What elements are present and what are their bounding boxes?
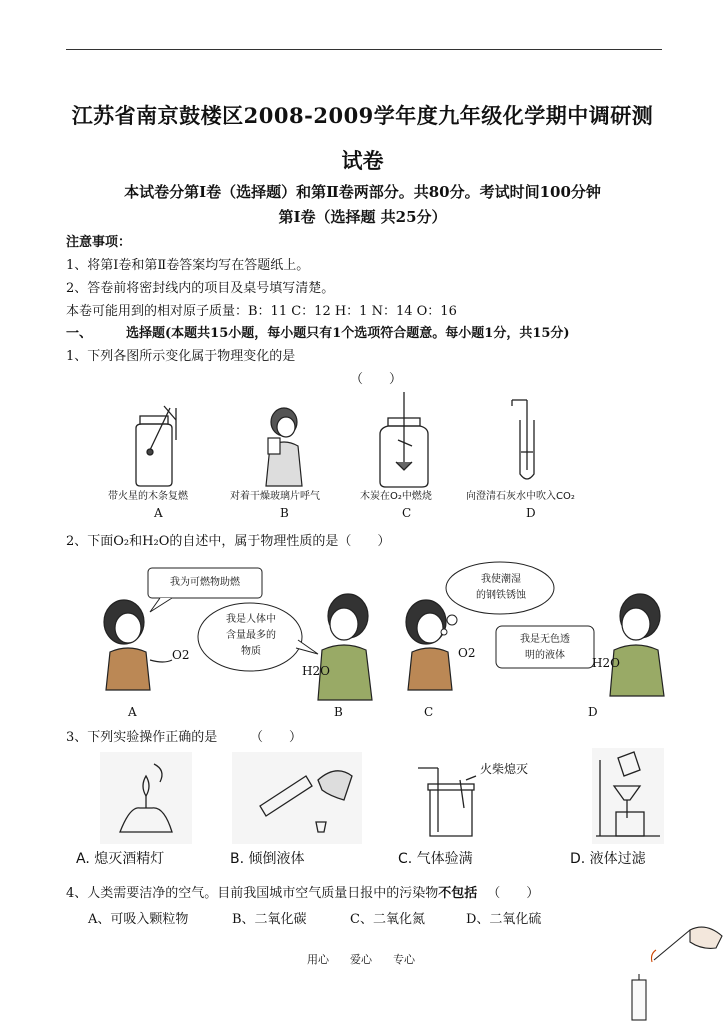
q2-formula-o2-c: O2 <box>458 646 476 660</box>
note-item-2: 2、答卷前将密封线内的项目及桌号填写清楚。 <box>66 281 335 296</box>
q2-bubble-d-line2: 明的液体 <box>525 650 565 661</box>
q2-boy-b-figure <box>318 594 372 700</box>
q3-flame-label: 火柴熄灭 <box>480 762 529 776</box>
q1-caption-c: 木炭在O₂中燃烧 <box>360 491 432 502</box>
q2-bubble-a-tail <box>150 598 172 612</box>
q1-letter-a: A <box>154 506 163 520</box>
atomic-masses: 本卷可能用到的相对原子质量：B：11 C：12 H：1 N：14 O：16 <box>66 304 457 319</box>
q2-boy-d-figure <box>610 594 664 696</box>
q2-letter-a: A <box>128 705 137 719</box>
q1-jar-splint-figure <box>136 406 176 486</box>
notes-heading: 注意事项： <box>66 235 132 250</box>
q4-stem <box>66 882 539 901</box>
note-item-1: 1、将第Ⅰ卷和第Ⅱ卷答案均写在答题纸上。 <box>66 258 310 273</box>
page-title: 江苏省南京鼓楼区2008-2009学年度九年级化学期中调研测 <box>71 103 654 128</box>
section-title: 选择题(本题共15小题，每小题只有1个选项符合题意。每小题1分，共15分) <box>126 326 570 341</box>
q2-girl-a-figure <box>104 600 172 690</box>
q4-option-b: B、二氧化碳 <box>232 912 307 927</box>
q1-caption-b: 对着干燥玻璃片呼气 <box>230 491 320 502</box>
q2-bubble-d-line1: 我是无色透 <box>520 634 570 645</box>
q3-option-b: B. 倾倒液体 <box>230 851 305 867</box>
footer-item-1: 用心 <box>307 953 329 966</box>
q2-letter-d: D <box>588 705 598 719</box>
q2-formula-h2o-b: H2O <box>302 664 330 678</box>
q2-bubble-c-line1: 我使潮湿 <box>481 574 521 585</box>
q2-stem: 2、下面O₂和H₂O的自述中，属于物理性质的是（ ） <box>66 534 391 549</box>
q1-letter-d: D <box>526 506 536 520</box>
q1-carbon-burning-figure <box>380 392 428 487</box>
q1-answer-blank: （ ） <box>350 372 403 387</box>
q1-letter-c: C <box>402 506 412 520</box>
q3-pouring-liquid-figure <box>232 752 362 844</box>
q2-bubble-b-line3: 物质 <box>241 646 261 657</box>
q3-filtration-figure <box>592 748 664 844</box>
q2-bubble-c-line2: 的钢铁锈蚀 <box>476 590 526 601</box>
footer-item-2: 爱心 <box>350 953 372 966</box>
q2-bubble-b-line2: 含量最多的 <box>226 630 276 641</box>
page-title-continued: 试卷 <box>341 148 384 173</box>
q3-alcohol-lamp-figure <box>100 752 192 844</box>
q2-bubble-b-line1: 我是人体中 <box>226 614 276 625</box>
q4-option-c: C、二氧化氮 <box>350 912 425 927</box>
footer-item-3: 专心 <box>393 953 415 966</box>
q2-girl-c-figure <box>406 600 452 690</box>
q4-answer-blank: （ ） <box>487 886 540 901</box>
q1-limewater-figure <box>512 400 534 479</box>
q3-stem: 3、下列实验操作正确的是 <box>66 730 218 745</box>
q3-gas-test-figure <box>418 768 476 836</box>
q2-bubble-a-text: 我为可燃物助燃 <box>170 577 240 588</box>
section-number: 一、 <box>66 326 93 341</box>
candle-match-figure <box>632 927 722 1020</box>
q3-answer-blank: （ ） <box>250 730 303 745</box>
q2-formula-o2-a: O2 <box>172 648 190 662</box>
q4-option-a: A、可吸入颗粒物 <box>88 912 189 927</box>
exam-intro: 本试卷分第Ⅰ卷（选择题）和第Ⅱ卷两部分。共80分。考试时间100分钟 <box>124 183 601 201</box>
q3-option-d: D. 液体过滤 <box>570 851 646 867</box>
q2-letter-c: C <box>424 705 434 719</box>
q1-caption-d: 向澄清石灰水中吹入CO₂ <box>466 491 575 502</box>
q1-stem: 1、下列各图所示变化属于物理变化的是 <box>66 349 296 364</box>
q4-option-d: D、二氧化硫 <box>466 912 542 927</box>
q4-stem-emphasis: 不包括 <box>438 886 478 901</box>
q2-letter-b: B <box>334 705 343 719</box>
q1-letter-b: B <box>280 506 289 520</box>
q3-option-a: A. 熄灭酒精灯 <box>76 851 165 867</box>
q4-stem-prefix: 4、人类需要洁净的空气。目前我国城市空气质量日报中的污染物 <box>66 886 439 901</box>
q3-option-c: C. 气体验满 <box>398 851 473 867</box>
q2-formula-h2o-d: H2O <box>592 656 620 670</box>
q1-girl-breathing-figure <box>266 408 302 486</box>
q1-caption-a: 带火星的木条复燃 <box>108 491 188 502</box>
part-title: 第Ⅰ卷（选择题 共25分） <box>278 208 447 226</box>
